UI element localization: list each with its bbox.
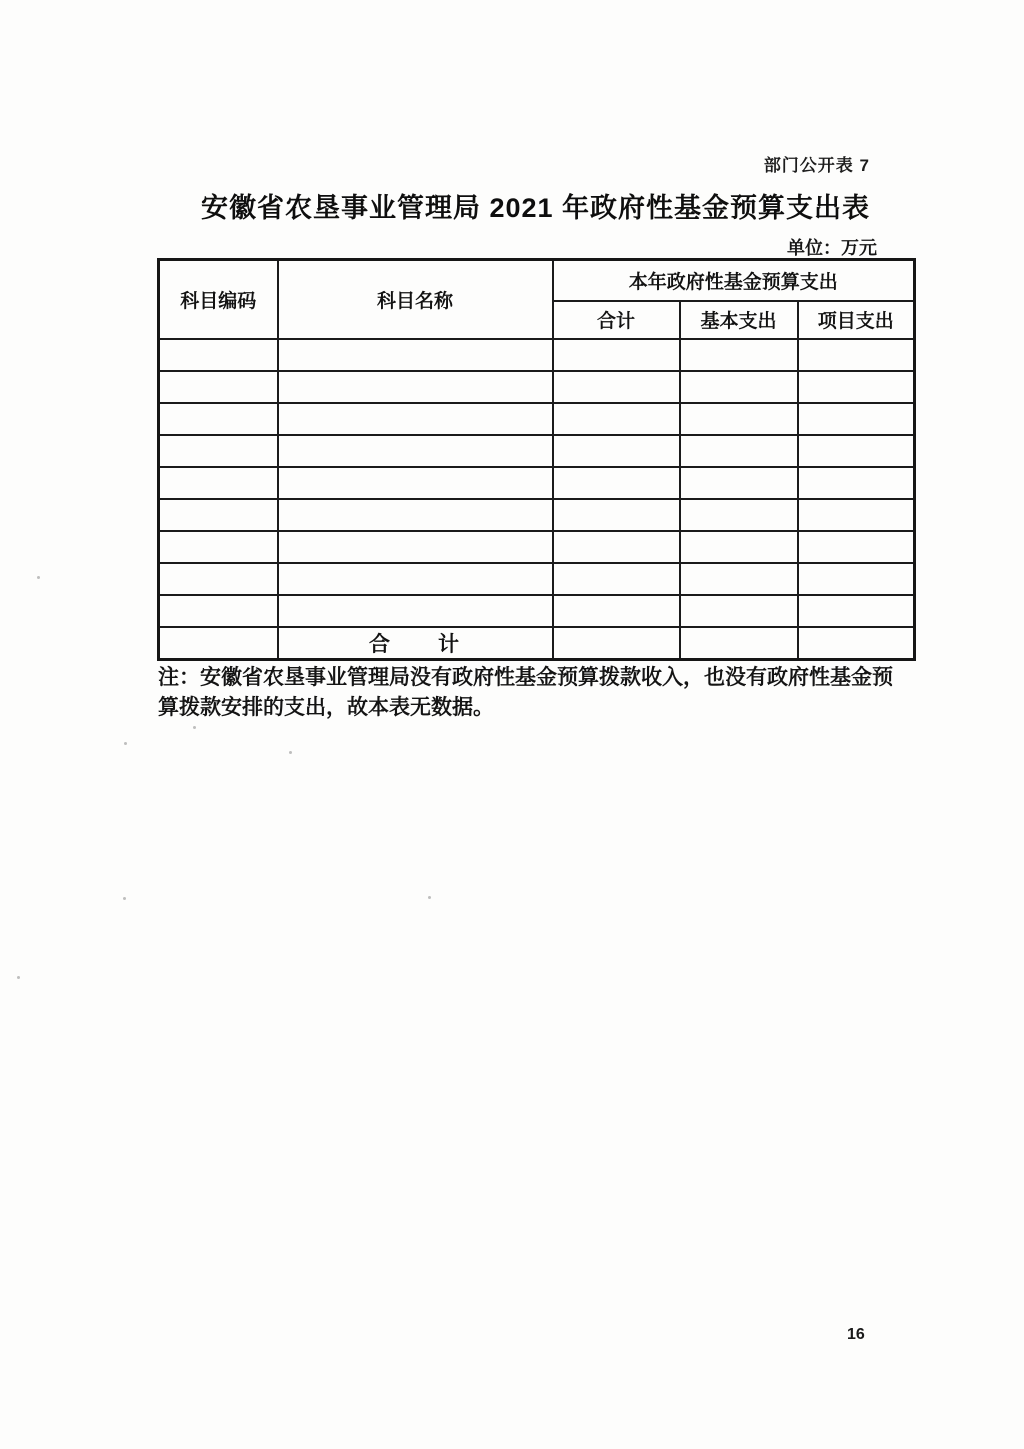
scan-speck	[428, 896, 431, 899]
total-row-code-cell	[159, 627, 278, 660]
empty-cell	[278, 563, 553, 595]
empty-cell	[159, 371, 278, 403]
empty-cell	[798, 595, 915, 627]
header-subject-name: 科目名称	[278, 260, 553, 339]
empty-cell	[553, 371, 680, 403]
empty-cell	[553, 595, 680, 627]
table-body-empty-rows	[159, 339, 915, 627]
header-basic-expenditure: 基本支出	[680, 301, 798, 339]
empty-cell	[553, 467, 680, 499]
empty-cell	[680, 563, 798, 595]
footnote	[158, 663, 918, 723]
empty-cell	[278, 403, 553, 435]
empty-cell	[798, 435, 915, 467]
total-row-total-cell	[553, 627, 680, 660]
empty-cell	[798, 499, 915, 531]
empty-cell	[159, 595, 278, 627]
scan-speck	[123, 897, 126, 900]
empty-cell	[278, 435, 553, 467]
table-total-row	[159, 627, 915, 660]
empty-cell	[680, 435, 798, 467]
total-row-label: 合 计	[278, 627, 553, 660]
empty-cell	[159, 403, 278, 435]
empty-cell	[798, 467, 915, 499]
empty-cell	[159, 467, 278, 499]
total-row-basic-cell	[680, 627, 798, 660]
empty-cell	[798, 339, 915, 371]
empty-table-row	[159, 435, 915, 467]
empty-table-row	[159, 371, 915, 403]
empty-table-row	[159, 595, 915, 627]
page-title: 安徽省农垦事业管理局 2021 年政府性基金预算支出表	[200, 193, 871, 223]
empty-cell	[159, 339, 278, 371]
table-header	[159, 260, 915, 339]
empty-cell	[798, 563, 915, 595]
empty-cell	[278, 467, 553, 499]
empty-cell	[680, 531, 798, 563]
empty-cell	[278, 499, 553, 531]
footnote-line-1: 注：安徽省农垦事业管理局没有政府性基金预算拨款收入，也没有政府性基金预	[158, 666, 893, 689]
header-subject-code: 科目编码	[159, 260, 278, 339]
header-project-expenditure: 项目支出	[798, 301, 915, 339]
scan-speck	[37, 576, 40, 579]
empty-cell	[553, 339, 680, 371]
corner-table-label: 部门公开表 7	[763, 156, 870, 175]
total-row-project-cell	[798, 627, 915, 660]
empty-cell	[278, 595, 553, 627]
empty-cell	[798, 371, 915, 403]
empty-cell	[680, 499, 798, 531]
empty-cell	[798, 403, 915, 435]
scan-speck	[124, 742, 127, 745]
budget-expenditure-table	[157, 258, 916, 661]
empty-cell	[278, 339, 553, 371]
page-number: 16	[847, 1326, 865, 1343]
empty-table-row	[159, 499, 915, 531]
empty-cell	[553, 403, 680, 435]
header-total: 合计	[553, 301, 680, 339]
empty-cell	[680, 339, 798, 371]
header-year-span: 本年政府性基金预算支出	[553, 260, 915, 301]
empty-cell	[680, 467, 798, 499]
empty-cell	[278, 371, 553, 403]
scan-speck	[193, 726, 196, 729]
empty-cell	[680, 595, 798, 627]
empty-table-row	[159, 339, 915, 371]
empty-cell	[553, 499, 680, 531]
empty-cell	[553, 435, 680, 467]
empty-cell	[680, 403, 798, 435]
scan-speck	[289, 751, 292, 754]
empty-cell	[553, 563, 680, 595]
empty-cell	[159, 499, 278, 531]
unit-label: 单位：万元	[787, 238, 877, 258]
empty-cell	[159, 563, 278, 595]
empty-table-row	[159, 467, 915, 499]
footnote-line-2: 算拨款安排的支出，故本表无数据。	[158, 696, 494, 719]
empty-cell	[159, 435, 278, 467]
empty-table-row	[159, 531, 915, 563]
empty-cell	[553, 531, 680, 563]
scan-speck	[17, 976, 20, 979]
empty-cell	[278, 531, 553, 563]
empty-table-row	[159, 403, 915, 435]
empty-cell	[798, 531, 915, 563]
empty-cell	[159, 531, 278, 563]
empty-cell	[680, 371, 798, 403]
empty-table-row	[159, 563, 915, 595]
